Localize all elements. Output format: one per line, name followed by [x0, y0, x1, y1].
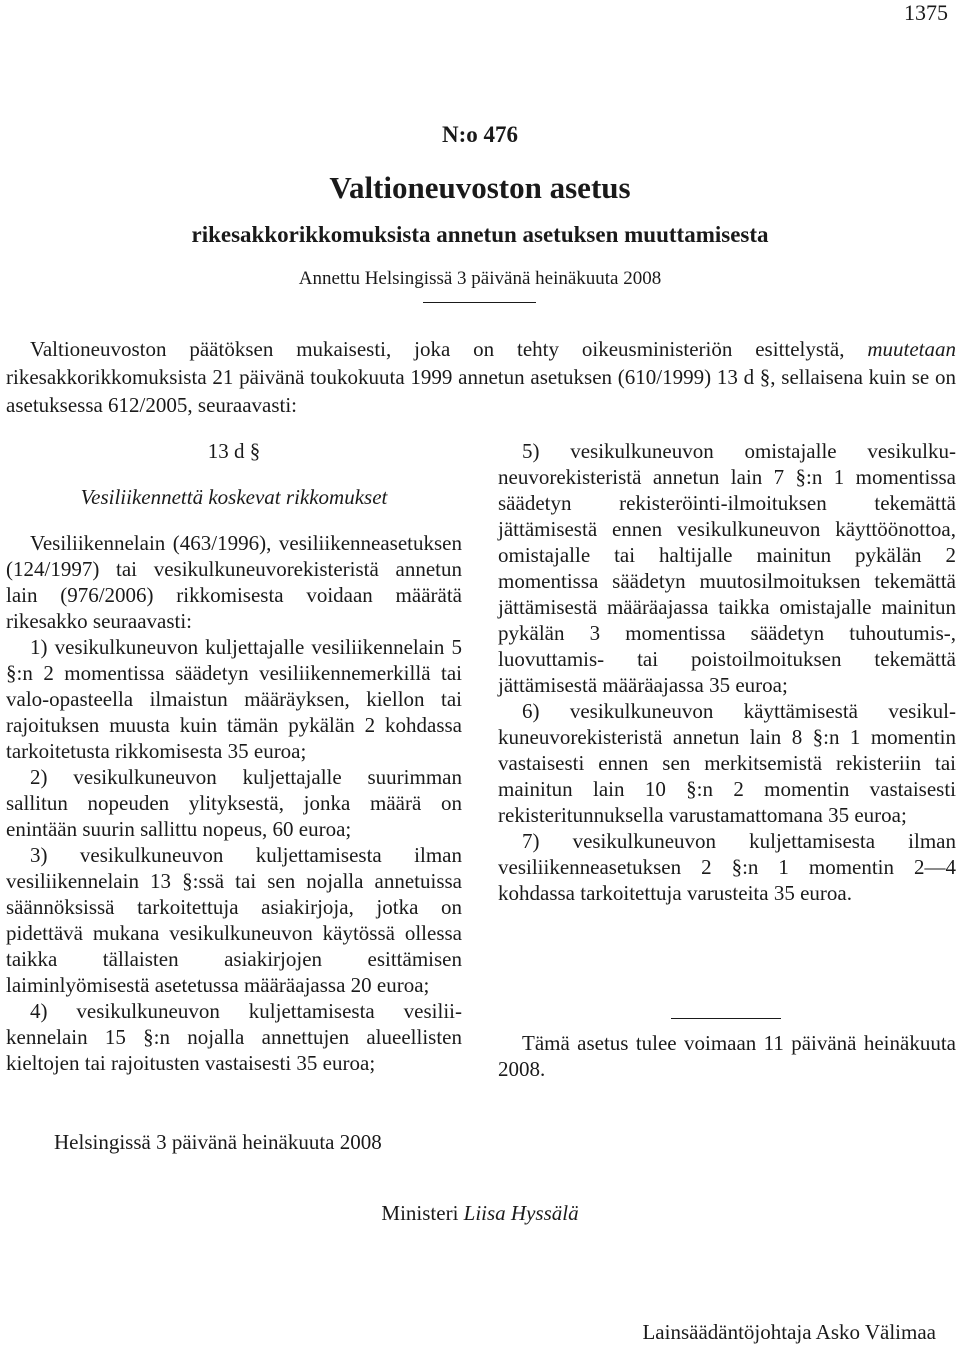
preamble-rest: rikesakkorikkomuksista 21 päivänä toukokuuta 1999 annetun asetuksen (610/1999) 13 d §, sellaisena kuin se on asetuksessa 612/2005, seuraavasti:: [6, 365, 956, 417]
list-item: 7) vesikulkuneuvon kuljettamisesta ilman vesiliikenneasetuksen 2 §:n 1 momentin 2—4 kohdassa tarkoitettuja varusteita 35 euroa.: [498, 829, 956, 905]
list-item: 4) vesikulkuneuvon kuljettamisesta vesiliikennelain 15 §:n nojalla annettujen alueellisten kieltojen tai rajoitusten vastaisesti 35 euroa;: [6, 999, 462, 1075]
minister-title: Ministeri: [381, 1201, 464, 1225]
given-date: Annettu Helsingissä 3 päivänä heinäkuuta 2008: [298, 268, 662, 289]
page-number: 1375: [904, 0, 948, 25]
statute-number: N:o 476: [441, 122, 519, 147]
minister-name: Liisa Hyssälä: [463, 1201, 579, 1225]
right-column: [498, 438, 956, 906]
divider: [423, 302, 536, 303]
list-item: 2) vesikulkuneuvon kuljettajalle suurimman sallitun nopeuden ylityksestä, jonka määrä on enintään suurin sallittu nopeus, 60 euroa;: [6, 765, 462, 841]
section-heading: 13 d §: [207, 439, 261, 463]
entry-into-force: Tämä asetus tulee voimaan 11 päivänä heinäkuuta 2008.: [498, 1031, 956, 1081]
official-signature: Lainsäädäntöjohtaja Asko Välimaa: [642, 1320, 936, 1344]
list-item: 3) vesikulkuneuvon kuljettamisesta ilman vesiliikennelain 13 §:ssä tai sen nojalla annetuissa säännöksissä tarkoitettuja asiakirjoja, jotka on pidettävä mukana vesikulkuneuvon käytössä ollessa taikka tällaisten asiakirjojen esittämisen laiminlyömisestä asetetussa määräajassa 20 euroa;: [6, 843, 462, 997]
divider: [671, 1018, 781, 1019]
place-and-date: Helsingissä 3 päivänä heinäkuuta 2008: [54, 1130, 382, 1154]
document-subtitle: rikesakkorikkomuksista annetun asetuksen muuttamisesta: [191, 222, 769, 247]
document-title: Valtioneuvoston asetus: [329, 170, 631, 205]
amended-word: muutetaan: [867, 337, 956, 361]
list-item: 6) vesikulkuneuvon käyttämisestä vesikulkuneuvorekisteristä annetun lain 8 §:n 1 momentin vastaisesti ennen sen merkitsemistä rekisteriin tai mainitun lain 10 §:n 2 momentin vastaisesti rekisteritunnuksella varustamattomana 35 euroa;: [498, 699, 956, 827]
list-item: 1) vesikulkuneuvon kuljettajalle vesiliikennelain 5 §:n 2 momentissa säädetyn vesiliikennemerkillä tai valo-opasteella ilmaistun määräyksen, kiellon tai rajoituksen muusta kuin tämän pykälän 2 kohdassa tarkoitetusta rikkomisesta 35 euroa;: [6, 635, 462, 763]
preamble-line: Valtioneuvoston päätöksen mukaisesti, joka on tehty oikeusministeriön esittelystä,: [30, 337, 845, 361]
left-column: [6, 438, 462, 1076]
section-lead: Vesiliikennelain (463/1996), vesiliikenneasetuksen (124/1997) tai vesikulkuneuvorekisteristä annetun lain (976/2006) rikkomisesta voidaan määrätä rikesakko seuraavasti:: [6, 531, 462, 633]
minister-signature: [0, 1201, 960, 1226]
list-item: 5) vesikulkuneuvon omistajalle vesikulkuneuvorekisteristä annetun lain 7 §:n 1 momentissa säädetyn rekisteröinti-ilmoituksen tekemättä jättämisestä ennen vesikulkuneuvon käyttöönottoa, omistajalle tai haltijalle mainitun pykälän 2 momentissa säädetyn muutosilmoituksen tekemättä jättämisestä määräajassa taikka omistajalle mainitun pykälän 3 momentissa säädetyn tuhoutumis-, luovuttamis- tai poistoilmoituksen tekemättä jättämisestä määräajassa 35 euroa;: [498, 439, 956, 697]
preamble: [6, 335, 956, 419]
section-title: Vesiliikennettä koskevat rikkomukset: [80, 485, 388, 509]
